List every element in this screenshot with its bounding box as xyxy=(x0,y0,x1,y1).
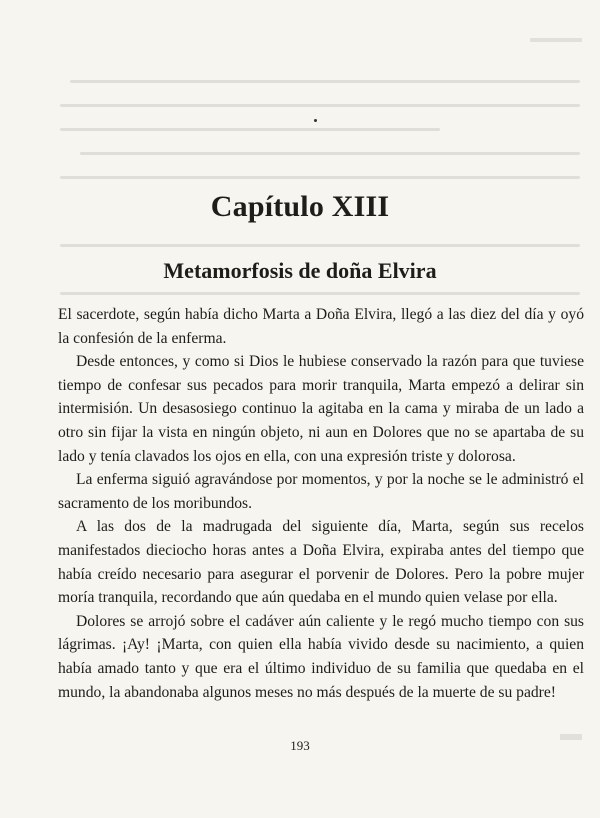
bleed-line xyxy=(60,104,580,107)
bleed-line xyxy=(80,152,580,155)
bleed-line xyxy=(60,244,580,247)
paragraph: El sacerdote, según había dicho Marta a Doña Elvira, llegó a las diez del día y oyó la confesión de la enferma. xyxy=(58,306,584,347)
bleed-line xyxy=(70,80,580,83)
paragraph: A las dos de la madrugada del siguiente día, Marta, según sus recelos manifestados dieciocho horas antes a Doña Elvira, expiraba antes del tiempo que había creído necesario para asegurar el porvenir de Dolores. Pero la pobre mujer moría tranquila, recordando que aún quedaba en el mundo quien velase por ella. xyxy=(58,518,584,607)
page-number: 193 xyxy=(290,738,310,753)
bleed-line xyxy=(60,128,440,131)
chapter-subtitle: Metamorfosis de doña Elvira xyxy=(163,258,437,283)
bleed-running-head xyxy=(530,38,582,42)
paragraph: Dolores se arrojó sobre el cadáver aún caliente y le regó mucho tiempo con sus lágrimas. ¡Ay! ¡Marta, con quien ella había vivido desde su nacimiento, a quien había amado tanto y que era el último individuo de su familia que quedaba en el mundo, la abandonaba algunos meses no más después de la muerte de su padre! xyxy=(58,612,584,701)
paragraph: Desde entonces, y como si Dios le hubiese conservado la razón para que tuviese tiempo de confesar sus pecados para morir tranquila, Marta empezó a delirar sin intermisión. Un desasosiego continuo la agitaba en la cama y miraba de un lado a otro sin fijar la vista en ningún objeto, ni aun en Dolores que no se apartaba de su lado y tenía clavados los ojos en ella, con una expresión triste y dolorosa. xyxy=(58,353,584,465)
ornament-dot xyxy=(314,119,317,122)
body-text xyxy=(58,303,584,704)
paragraph: La enferma siguió agravándose por momentos, y por la noche se le administró el sacramento de los moribundos. xyxy=(58,471,584,512)
bleed-line xyxy=(60,292,580,295)
chapter-title: Capítulo XIII xyxy=(210,190,390,223)
bleed-line xyxy=(60,176,580,179)
